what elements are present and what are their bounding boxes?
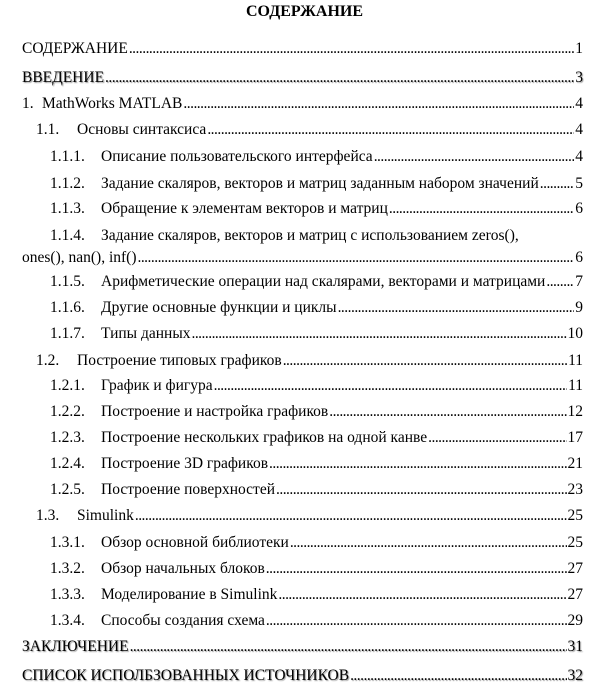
toc-entry-number: 1.3.1. bbox=[50, 534, 85, 551]
toc-entry[interactable] bbox=[22, 666, 583, 686]
toc-entry-number: 1.2.2. bbox=[50, 403, 85, 420]
toc-entry-page: 10 bbox=[567, 325, 583, 342]
toc-entry[interactable] bbox=[50, 376, 583, 396]
toc-entry[interactable] bbox=[22, 39, 583, 59]
toc-entry[interactable] bbox=[50, 611, 583, 631]
toc-entry-number: 1.3. bbox=[36, 507, 60, 524]
toc-entry[interactable] bbox=[22, 94, 583, 114]
toc-entry-page: 6 bbox=[575, 249, 583, 266]
toc-entry-number: 1.2.4. bbox=[50, 455, 85, 472]
dot-leader bbox=[546, 272, 574, 292]
toc-entry[interactable] bbox=[50, 480, 583, 500]
toc-entry-page: 4 bbox=[575, 95, 583, 112]
dot-leader bbox=[214, 376, 567, 396]
toc-entry-number: 1.2.5. bbox=[50, 481, 85, 498]
toc-entry[interactable] bbox=[50, 324, 583, 344]
toc-entry-title: Другие основные функции и циклы bbox=[101, 299, 337, 316]
toc-entry[interactable] bbox=[50, 428, 583, 448]
dot-leader bbox=[290, 533, 567, 553]
toc-entry-title: Обращение к элементам векторов и матриц bbox=[101, 200, 388, 217]
toc-entry-page: 4 bbox=[575, 121, 583, 138]
dot-leader bbox=[374, 147, 575, 167]
dot-leader bbox=[269, 454, 566, 474]
toc-entry[interactable] bbox=[50, 272, 583, 292]
toc-entry-page: 6 bbox=[575, 200, 583, 217]
toc-entry-number: 1.1.7. bbox=[50, 325, 85, 342]
toc-entry-title: Построение поверхностей bbox=[101, 481, 275, 498]
dot-leader bbox=[130, 637, 567, 657]
toc-entry-title: Обзор основной библиотеки bbox=[101, 534, 289, 551]
toc-entry-page: 27 bbox=[567, 560, 583, 577]
toc-entry-title: СОДЕРЖАНИЕ bbox=[22, 40, 128, 57]
toc-entry-page: 1 bbox=[575, 40, 583, 57]
toc-entry-title: Способы создания схема bbox=[101, 612, 265, 629]
dot-leader bbox=[329, 402, 566, 422]
toc-entry[interactable] bbox=[50, 559, 583, 579]
toc-entry-title: Описание пользовательского интерфейса bbox=[101, 148, 373, 165]
toc-entry-title: Построение нескольких графиков на одной канве bbox=[101, 429, 428, 446]
toc-entry-title: График и фигура bbox=[101, 377, 213, 394]
dot-leader bbox=[137, 248, 574, 268]
toc-entry[interactable] bbox=[22, 637, 583, 657]
toc-entry-title: Задание скаляров, векторов и матриц заданным набором значений bbox=[101, 175, 539, 192]
toc-entry-page: 27 bbox=[567, 586, 583, 603]
toc-entry[interactable] bbox=[50, 174, 583, 194]
dot-leader bbox=[283, 351, 567, 371]
toc-entry[interactable] bbox=[36, 506, 583, 526]
toc-entry-title: Построение типовых графиков bbox=[77, 352, 282, 369]
toc-entry-continuation[interactable] bbox=[22, 248, 583, 268]
toc-entry-page: 32 bbox=[567, 667, 583, 684]
toc-entry-page: 5 bbox=[575, 175, 583, 192]
toc-entry-page: 29 bbox=[567, 612, 583, 629]
toc-entry-title: Моделирование в Simulink bbox=[101, 586, 278, 603]
toc-entry[interactable] bbox=[22, 68, 583, 88]
dot-leader bbox=[350, 666, 566, 686]
toc-entry[interactable] bbox=[50, 226, 583, 246]
toc-entry-page: 7 bbox=[575, 273, 583, 290]
toc-entry-number: 1.1.4. bbox=[50, 227, 85, 244]
dot-leader bbox=[276, 480, 567, 500]
toc-entry-page: 25 bbox=[567, 534, 583, 551]
toc-entry-title: Обзор начальных блоков bbox=[101, 560, 265, 577]
toc-entry-title: Simulink bbox=[77, 507, 134, 524]
toc-entry[interactable] bbox=[50, 199, 583, 219]
toc-entry-number: 1.1.2. bbox=[50, 175, 85, 192]
toc-entry[interactable] bbox=[36, 351, 583, 371]
toc-entry-title: Построение 3D графиков bbox=[101, 455, 269, 472]
dot-leader bbox=[129, 39, 574, 59]
toc-entry[interactable] bbox=[50, 585, 583, 605]
toc-entry-number: 1.1.5. bbox=[50, 273, 85, 290]
toc-entry-page: 4 bbox=[575, 148, 583, 165]
toc-entry[interactable] bbox=[50, 533, 583, 553]
toc-entry-number: 1.2. bbox=[36, 352, 60, 369]
dot-leader bbox=[540, 174, 575, 194]
toc-entry-page: 31 bbox=[567, 638, 583, 655]
toc-entry-number: 1.3.4. bbox=[50, 612, 85, 629]
toc-entry-page: 9 bbox=[575, 299, 583, 316]
toc-entry[interactable] bbox=[50, 402, 583, 422]
dot-leader bbox=[135, 506, 567, 526]
toc-entry-page: 17 bbox=[567, 429, 583, 446]
toc-entry-number: 1.3.2. bbox=[50, 560, 85, 577]
toc-entry-page: 12 bbox=[567, 403, 583, 420]
dot-leader bbox=[183, 94, 574, 114]
toc-entry-title: Типы данных bbox=[101, 325, 191, 342]
toc-entry-title-cont: ones(), nan(), inf() bbox=[22, 249, 137, 266]
toc-entry-number: 1.1.3. bbox=[50, 200, 85, 217]
dot-leader bbox=[191, 324, 566, 344]
dot-leader bbox=[389, 199, 574, 219]
dot-leader bbox=[266, 559, 567, 579]
dot-leader bbox=[105, 68, 574, 88]
toc-entry-number: 1.1. bbox=[36, 121, 60, 138]
toc-entry-number: 1.1.1. bbox=[50, 148, 85, 165]
toc-entry-page: 23 bbox=[567, 481, 583, 498]
dot-leader bbox=[428, 428, 566, 448]
toc-entry-title: СПИСОК ИСПОЛБЗОВАННЫХ ИСТОЧНИКОВ bbox=[22, 667, 350, 684]
toc-entry-page: 25 bbox=[567, 507, 583, 524]
toc-entry-number: 1.3.3. bbox=[50, 586, 85, 603]
toc-entry-number: 1.2.3. bbox=[50, 429, 85, 446]
toc-entry-number: 1.1.6. bbox=[50, 299, 85, 316]
page-title: СОДЕРЖАНИЕ bbox=[245, 3, 364, 20]
dot-leader bbox=[266, 611, 567, 631]
toc-entry-page: 3 bbox=[575, 69, 583, 86]
toc-entry-page: 11 bbox=[568, 352, 583, 369]
dot-leader bbox=[338, 298, 575, 318]
toc-entry-number: 1. bbox=[22, 95, 34, 112]
dot-leader bbox=[278, 585, 566, 605]
toc-entry-page: 21 bbox=[567, 455, 583, 472]
toc-entry-title: Арифметические операции над скалярами, векторами и матрицами bbox=[101, 273, 546, 290]
dot-leader bbox=[207, 120, 574, 140]
toc-entry-number: 1.2.1. bbox=[50, 377, 85, 394]
toc-entry-title: Основы синтаксиса bbox=[77, 121, 207, 138]
toc-entry[interactable] bbox=[50, 147, 583, 167]
toc-entry[interactable] bbox=[36, 120, 583, 140]
toc-entry-title: MathWorks MATLAB bbox=[42, 95, 183, 112]
toc-entry[interactable] bbox=[50, 298, 583, 318]
toc-entry-page: 11 bbox=[568, 377, 583, 394]
toc-entry[interactable] bbox=[50, 454, 583, 474]
toc-entry-title: ВВЕДЕНИЕ bbox=[22, 69, 105, 86]
toc-entry-title: Построение и настройка графиков bbox=[101, 403, 329, 420]
toc-entry-title: Задание скаляров, векторов и матриц с использованием zeros(), bbox=[101, 227, 519, 244]
toc-entry-title: ЗАКЛЮЧЕНИЕ bbox=[22, 638, 129, 655]
